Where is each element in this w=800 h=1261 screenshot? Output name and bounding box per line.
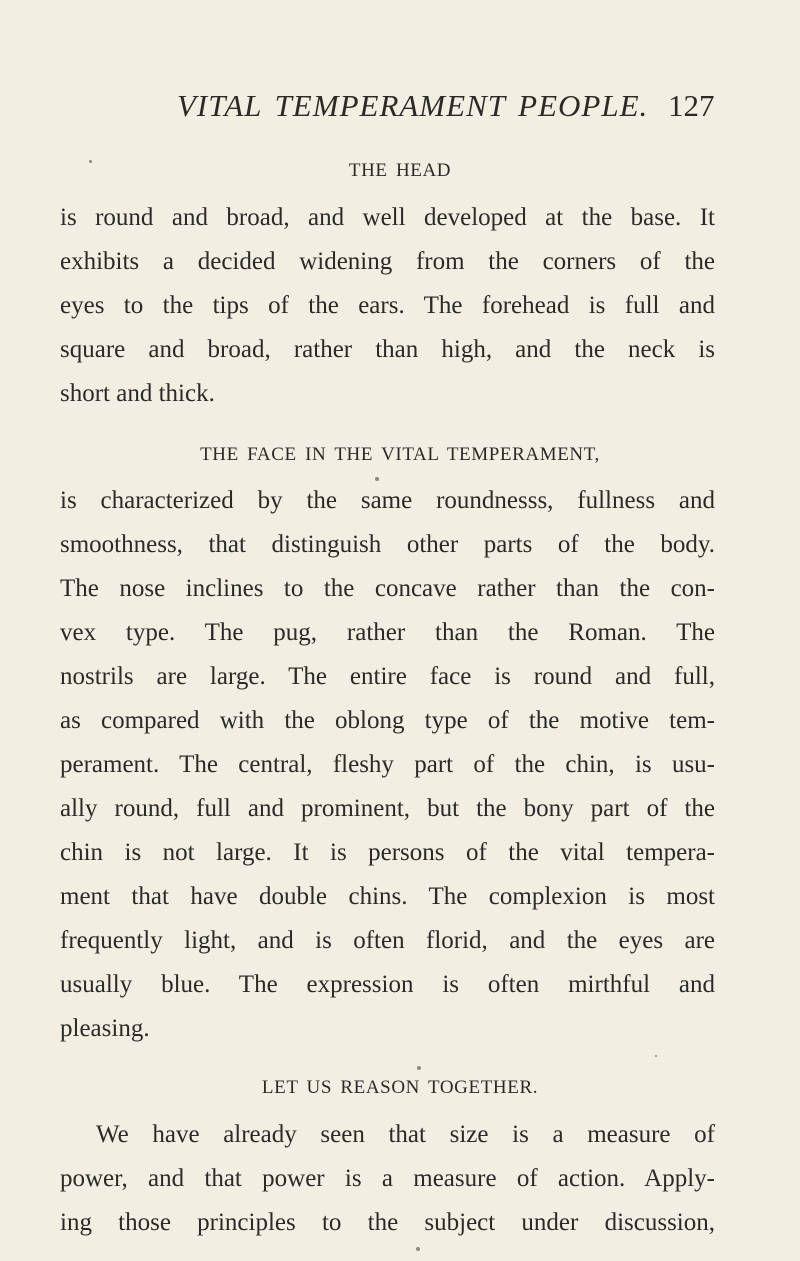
paper-speck [417, 1066, 421, 1070]
paragraph-line: The nose inclines to the concave rather than the con- [60, 575, 715, 602]
paragraph-line: ment that have double chins. The complexion is most [60, 883, 715, 910]
paragraph-line: perament. The central, fleshy part of the chin, is usu- [60, 751, 715, 778]
paragraph-line: vex type. The pug, rather than the Roman. The [60, 619, 715, 646]
paragraph-line: frequently light, and is often florid, and the eyes are [60, 927, 715, 954]
paragraph-line: ing those principles to the subject under discussion, [60, 1209, 715, 1236]
paragraph-line: exhibits a decided widening from the corners of the [60, 248, 715, 275]
paragraph-line: square and broad, rather than high, and the neck is [60, 336, 715, 363]
paper-speck [89, 160, 92, 163]
running-head [0, 88, 800, 128]
running-title: VITAL TEMPERAMENT PEOPLE. [177, 88, 649, 123]
paragraph-line: chin is not large. It is persons of the vital tempera- [60, 839, 715, 866]
section-heading-the-face: THE FACE IN THE VITAL TEMPERAMENT, [200, 444, 600, 465]
paragraph-line: is characterized by the same roundnesss, fullness and [60, 487, 715, 514]
section-heading-let-us-reason: LET US REASON TOGETHER. [261, 1077, 539, 1098]
paragraph-line: smoothness, that distinguish other parts of the body. [60, 531, 715, 558]
paragraph-line: as compared with the oblong type of the motive tem- [60, 707, 715, 734]
paper-speck [375, 477, 379, 481]
paper-speck [655, 1055, 657, 1057]
paragraph-line: eyes to the tips of the ears. The forehead is full and [60, 292, 715, 319]
page-number: 127 [668, 88, 715, 123]
paragraph-line: is round and broad, and well developed at the base. It [60, 204, 715, 231]
paragraph-line: short and thick. [60, 380, 215, 407]
paragraph-line: nostrils are large. The entire face is round and full, [60, 663, 715, 690]
paragraph-line: usually blue. The expression is often mirthful and [60, 971, 715, 998]
paragraph-line: pleasing. [60, 1015, 150, 1042]
paragraph-line: power, and that power is a measure of action. Apply- [60, 1165, 715, 1192]
paragraph-line: We have already seen that size is a measure of [96, 1121, 715, 1148]
paragraph-line: ally round, full and prominent, but the bony part of the [60, 795, 715, 822]
section-heading-the-head: THE HEAD [348, 160, 452, 181]
paper-speck [416, 1247, 420, 1251]
